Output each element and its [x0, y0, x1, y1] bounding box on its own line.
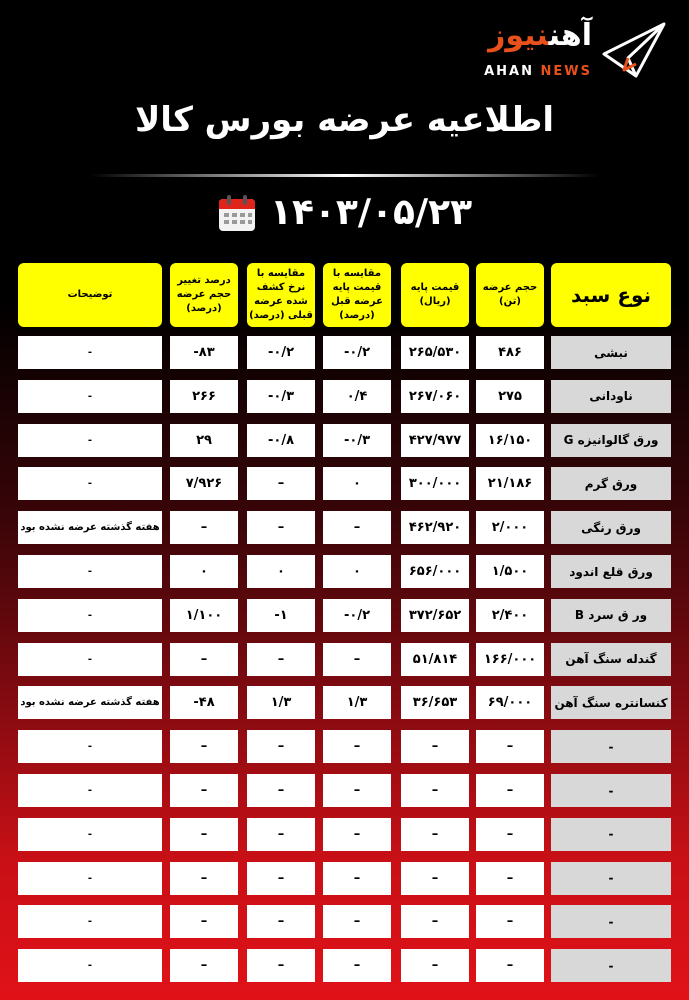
volume-change-cell: ۲۹	[170, 424, 238, 457]
basket-type-cell: نبشی	[551, 336, 671, 369]
compare-prev-discovered-cell: ۱-	[247, 599, 315, 632]
compare-prev-discovered-cell: ۰	[247, 555, 315, 588]
notes-cell: -	[18, 905, 162, 938]
base-price-cell: ۴۶۲/۹۲۰	[401, 511, 469, 544]
header-volume-change: درصد تغییر حجم عرضه (درصد)	[170, 263, 238, 327]
offer-volume-cell: ۱/۵۰۰	[476, 555, 544, 588]
basket-type-cell: کنسانتره سنگ آهن	[551, 686, 671, 719]
offer-volume-cell: –	[476, 774, 544, 807]
notes-cell: -	[18, 774, 162, 807]
compare-prev-discovered-cell: –	[247, 862, 315, 895]
compare-prev-discovered-cell: –	[247, 774, 315, 807]
volume-change-cell: –	[170, 862, 238, 895]
header-base-price: قیمت پایه (ریال)	[401, 263, 469, 327]
notes-cell: -	[18, 643, 162, 676]
base-price-cell: –	[401, 862, 469, 895]
announcement-date: ۱۴۰۳/۰۵/۲۳	[270, 192, 473, 233]
basket-type-cell: ور ق سرد B	[551, 599, 671, 632]
notes-cell: -	[18, 424, 162, 457]
offer-volume-cell: ۲/۰۰۰	[476, 511, 544, 544]
compare-prev-base-cell: –	[323, 774, 391, 807]
base-price-cell: ۳۷۲/۶۵۲	[401, 599, 469, 632]
compare-prev-discovered-cell: ۱/۳	[247, 686, 315, 719]
volume-change-cell: –	[170, 730, 238, 763]
compare-prev-discovered-cell: –	[247, 949, 315, 982]
base-price-cell: –	[401, 774, 469, 807]
compare-prev-base-cell: –	[323, 905, 391, 938]
volume-change-cell: ۰	[170, 555, 238, 588]
notes-cell: -	[18, 862, 162, 895]
compare-prev-discovered-cell: –	[247, 818, 315, 851]
compare-prev-discovered-cell: –	[247, 730, 315, 763]
logo-latin-wordmark: AHAN NEWS	[484, 64, 592, 79]
compare-prev-base-cell: ۰/۲-	[323, 336, 391, 369]
volume-change-cell: ۲۶۶	[170, 380, 238, 413]
offer-volume-cell: –	[476, 862, 544, 895]
compare-prev-discovered-cell: –	[247, 905, 315, 938]
basket-type-cell: -	[551, 774, 671, 807]
date-bar	[0, 192, 689, 242]
header-offer-volume: حجم عرضه (تن)	[476, 263, 544, 327]
base-price-cell: ۲۶۷/۰۶۰	[401, 380, 469, 413]
base-price-cell: ۲۶۵/۵۳۰	[401, 336, 469, 369]
compare-prev-base-cell: ۰	[323, 555, 391, 588]
basket-type-cell: ناودانی	[551, 380, 671, 413]
notes-cell: هفته گذشته عرضه نشده بود	[18, 686, 162, 719]
notes-cell: -	[18, 555, 162, 588]
basket-type-cell: -	[551, 730, 671, 763]
header-compare-prev-discovered: مقایسه با نرخ کشف شده عرضه قبلی (درصد)	[247, 263, 315, 327]
offer-volume-cell: ۲۱/۱۸۶	[476, 467, 544, 500]
compare-prev-base-cell: –	[323, 949, 391, 982]
basket-type-cell: ورق قلع اندود	[551, 555, 671, 588]
offer-volume-cell: –	[476, 730, 544, 763]
offer-volume-cell: –	[476, 949, 544, 982]
volume-change-cell: –	[170, 949, 238, 982]
page-title: اطلاعیه عرضه بورس کالا	[134, 100, 554, 140]
volume-change-cell: –	[170, 818, 238, 851]
offer-volume-cell: ۱۶/۱۵۰	[476, 424, 544, 457]
volume-change-cell: –	[170, 643, 238, 676]
base-price-cell: ۳۶/۶۵۳	[401, 686, 469, 719]
basket-type-cell: گندله سنگ آهن	[551, 643, 671, 676]
compare-prev-discovered-cell: –	[247, 643, 315, 676]
compare-prev-base-cell: ۰/۴	[323, 380, 391, 413]
offer-volume-cell: –	[476, 818, 544, 851]
offer-volume-cell: –	[476, 905, 544, 938]
volume-change-cell: ۷/۹۲۶	[170, 467, 238, 500]
offer-volume-cell: ۲۷۵	[476, 380, 544, 413]
offer-volume-cell: ۱۶۶/۰۰۰	[476, 643, 544, 676]
volume-change-cell: –	[170, 774, 238, 807]
basket-type-cell: -	[551, 949, 671, 982]
offer-volume-cell: ۴۸۶	[476, 336, 544, 369]
compare-prev-base-cell: –	[323, 862, 391, 895]
basket-type-cell: -	[551, 818, 671, 851]
basket-type-cell: ورق رنگی	[551, 511, 671, 544]
offer-volume-cell: ۶۹/۰۰۰	[476, 686, 544, 719]
title-divider	[90, 174, 600, 177]
notes-cell: -	[18, 467, 162, 500]
notes-cell: -	[18, 730, 162, 763]
volume-change-cell: ۱/۱۰۰	[170, 599, 238, 632]
notes-cell: -	[18, 599, 162, 632]
paper-plane-icon	[602, 20, 666, 80]
notes-cell: -	[18, 818, 162, 851]
offer-volume-cell: ۲/۴۰۰	[476, 599, 544, 632]
base-price-cell: ۵۱/۸۱۴	[401, 643, 469, 676]
header-compare-prev-base: مقایسه با قیمت پایه عرضه قبل (درصد)	[323, 263, 391, 327]
compare-prev-discovered-cell: ۰/۸-	[247, 424, 315, 457]
notes-cell: -	[18, 949, 162, 982]
base-price-cell: –	[401, 949, 469, 982]
base-price-cell: ۳۰۰/۰۰۰	[401, 467, 469, 500]
compare-prev-base-cell: –	[323, 730, 391, 763]
header-notes: توضیحات	[18, 263, 162, 327]
base-price-cell: ۴۲۷/۹۷۷	[401, 424, 469, 457]
basket-type-cell: -	[551, 862, 671, 895]
base-price-cell: –	[401, 730, 469, 763]
logo-wordmark: آهننیوز	[488, 18, 592, 53]
base-price-cell: –	[401, 905, 469, 938]
basket-type-cell: ورق گرم	[551, 467, 671, 500]
base-price-cell: –	[401, 818, 469, 851]
compare-prev-discovered-cell: ۰/۲-	[247, 336, 315, 369]
compare-prev-base-cell: –	[323, 643, 391, 676]
volume-change-cell: ۸۳-	[170, 336, 238, 369]
header-basket-type: نوع سبد	[551, 263, 671, 327]
compare-prev-discovered-cell: –	[247, 511, 315, 544]
compare-prev-base-cell: –	[323, 818, 391, 851]
basket-type-cell: ورق گالوانیزه G	[551, 424, 671, 457]
notes-cell: -	[18, 336, 162, 369]
compare-prev-discovered-cell: –	[247, 467, 315, 500]
volume-change-cell: –	[170, 905, 238, 938]
volume-change-cell: –	[170, 511, 238, 544]
compare-prev-base-cell: ۱/۳	[323, 686, 391, 719]
compare-prev-base-cell: –	[323, 511, 391, 544]
notes-cell: هفته گذشته عرضه نشده بود	[18, 511, 162, 544]
compare-prev-discovered-cell: ۰/۳-	[247, 380, 315, 413]
compare-prev-base-cell: ۰/۳-	[323, 424, 391, 457]
basket-type-cell: -	[551, 905, 671, 938]
compare-prev-base-cell: ۰/۲-	[323, 599, 391, 632]
notes-cell: -	[18, 380, 162, 413]
calendar-icon	[217, 193, 257, 233]
base-price-cell: ۶۵۶/۰۰۰	[401, 555, 469, 588]
volume-change-cell: ۴۸-	[170, 686, 238, 719]
compare-prev-base-cell: ۰	[323, 467, 391, 500]
ahan-news-logo	[470, 14, 670, 84]
